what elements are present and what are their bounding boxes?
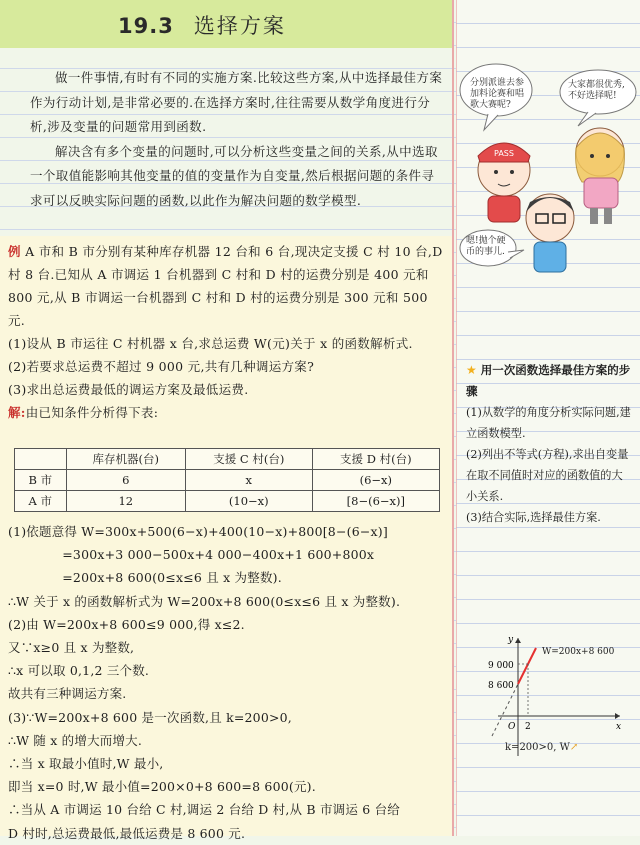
table-row [15,491,440,512]
graph-caption [505,742,578,753]
section-name: 选择方案 [193,14,286,38]
solution-line: 即当 x=0 时,W 最小值=200×0+8 600=8 600(元). [8,779,316,795]
distribution-table [14,448,440,512]
solution-line: (2)由 W=200x+8 600≤9 000,得 x≤2. [8,616,245,632]
y-axis-label: y [508,635,514,645]
table-cell: 12 [66,491,185,512]
table-cell: [8−(6−x)] [312,491,439,512]
table-cell: (6−x) [312,470,439,491]
x-tick-label: 2 [525,722,531,732]
margin-line-2 [456,0,457,836]
table-header-cell: 支援 D 村(台) [312,449,439,470]
section-header [0,0,452,48]
solution-line: =300x+3 000−500x+4 000−400x+1 600+800x [8,547,375,563]
side-note-title-text: 用一次函数选择最佳方案的步骤 [466,363,631,398]
solution-line: ∴当从 A 市调运 10 台给 C 村,调运 2 台给 D 村,从 B 市调运 6 台给 [8,802,400,818]
question-3: (3)求出总运费最低的调运方案及最低运费. [8,382,249,397]
pencil-icon: ↗ [569,742,579,753]
intro-paragraph-2: 解决含有多个变量的问题时,可以分析这些变量之间的关系,从中选取一个取值能影响其他变量的值的变量作为自变量,然后根据问题的条件寻求可以反映实际问题的函数,以此作为解决问题的数学模型. [30,143,438,208]
example-text [8,240,446,424]
solution-line: ∴当 x 取最小值时,W 最小, [8,756,164,772]
x-axis-arrow [615,713,620,719]
solution-line: (3)∵W=200x+8 600 是一次函数,且 k=200>0, [8,709,292,725]
side-note-title [466,360,632,402]
table-cell: B 市 [15,470,67,491]
solution-line: =200x+8 600(0≤x≤6 且 x 为整数). [8,570,282,586]
example-label: 例 [8,244,21,259]
x-axis-label: x [616,722,622,732]
section-number: 19.3 [118,14,174,38]
origin-label: O [508,722,516,732]
function-line [518,648,536,684]
graph-caption-text: k=200>0, W [505,742,570,753]
solution-line: ∴x 可以取 0,1,2 三个数. [8,663,150,679]
table-cell: (10−x) [185,491,312,512]
speech-bubble-1: 分别派谁去参加料论赛和唱歌大赛呢? [470,78,525,110]
solution-line: ∴W 随 x 的增大而增大. [8,732,143,748]
solution-steps [8,520,448,845]
side-note [466,360,632,528]
example-body: A 市和 B 市分别有某种库存机器 12 台和 6 台,现决定支援 C 村 10 台,D 村 8 台.已知从 A 市调运 1 台机器到 C 村和 D 村的运费分别是 400 元和 800 元,从 B 市调运一台机器到 C 村和 D 村的运费分别是 300 元和 500 元. [8,244,443,328]
solution-intro: 由已知条件分析得下表: [25,405,159,420]
solution-label: 解: [8,405,26,420]
table-header-cell: 库存机器(台) [66,449,185,470]
hat-text: PASS [494,149,514,158]
table-header-cell: 支援 C 村(台) [185,449,312,470]
y-tick-label: 9 000 [488,661,514,671]
table-cell: A 市 [15,491,67,512]
star-icon: ★ [466,363,477,377]
question-1: (1)设从 B 市运往 C 村机器 x 台,求总运费 W(元)关于 x 的函数解析式. [8,336,413,351]
speech-bubble-2: 大家都很优秀,不好选择呢! [568,80,625,101]
side-note-step: (1)从数学的角度分析实际问题,建立函数模型. [466,406,631,440]
margin-line [452,0,454,836]
y-axis-arrow [515,638,521,643]
y-tick-label: 8 600 [488,681,514,691]
table-header-cell [15,449,67,470]
example-statement [8,240,446,332]
solution-line: D 村时,总运费最低,最低运费是 8 600 元. [8,825,246,841]
solution-line: 故共有三种调运方案. [8,686,127,702]
section-title [118,10,286,40]
intro-text [30,66,446,214]
table-cell: x [185,470,312,491]
side-note-step: (3)结合实际,选择最佳方案. [466,511,601,524]
table-row [15,470,440,491]
line-label: W=200x+8 600 [542,647,615,657]
solution-heading [8,401,446,424]
speech-bubble-3: 嗯!抛个硬币的事儿. [466,236,506,257]
question-2: (2)若要求总运费不超过 9 000 元,共有几种调运方案? [8,359,315,374]
solution-line: 又∵x≥0 且 x 为整数, [8,640,135,656]
table-header-row [15,449,440,470]
solution-line: ∴W 关于 x 的函数解析式为 W=200x+8 600(0≤x≤6 且 x 为整数). [8,593,401,609]
side-note-step: (2)列出不等式(方程),求出自变量在取不同值时对应的函数值的大小关系. [466,448,629,503]
intro-paragraph-1: 做一件事情,有时有不同的实施方案.比较这些方案,从中选择最佳方案作为行动计划,是非常必要的.在选择方案时,往往需要从数学角度进行分析,涉及变量的问题常用到函数. [30,70,443,135]
solution-line: (1)依题意得 W=300x+500(6−x)+400(10−x)+800[8−(6−x)] [8,524,388,539]
table-cell: 6 [66,470,185,491]
